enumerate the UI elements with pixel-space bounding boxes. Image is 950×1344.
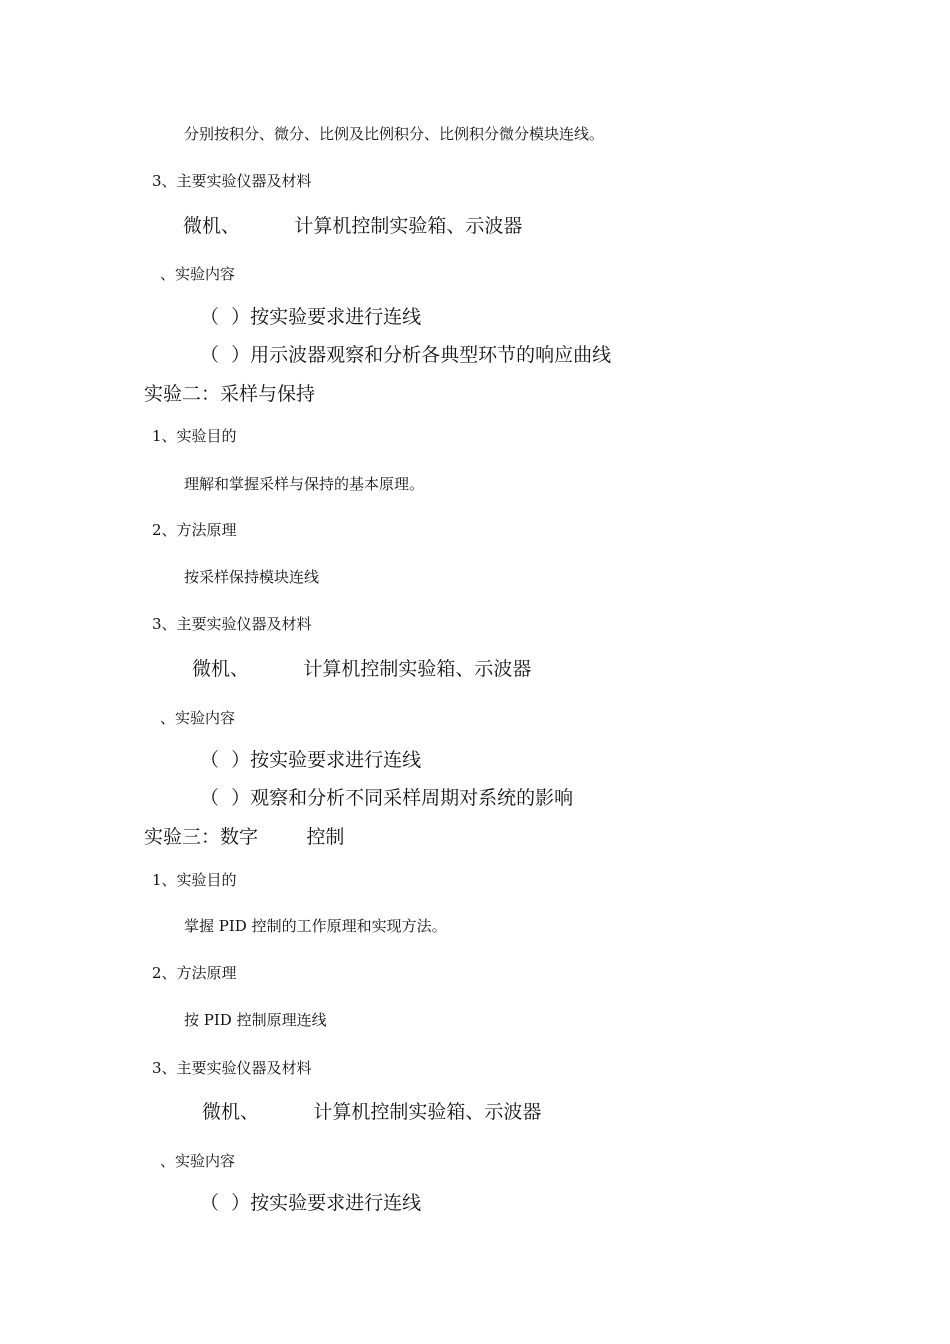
experiment-title: 实验三：数字 控制	[144, 826, 345, 848]
method-text: 按采样保持模块连线	[184, 568, 320, 586]
content-item: （ ）观察和分析不同采样周期对系统的影响	[200, 787, 574, 809]
equipment-text: 微机、 计算机控制实验箱、示波器	[202, 1101, 542, 1123]
section-heading-equipment: 3、主要实验仪器及材料	[152, 1059, 312, 1077]
content-item: （ ）用示波器观察和分析各典型环节的响应曲线	[200, 344, 612, 366]
method-principle-text: 分别按积分、微分、比例及比例积分、比例积分微分模块连线。	[184, 125, 605, 143]
purpose-text: 理解和掌握采样与保持的基本原理。	[184, 475, 425, 493]
method-text: 按 PID 控制原理连线	[184, 1011, 327, 1029]
content-item: （ ）按实验要求进行连线	[200, 749, 422, 771]
section-heading-equipment: 3、主要实验仪器及材料	[152, 615, 312, 633]
purpose-text: 掌握 PID 控制的工作原理和实现方法。	[184, 917, 447, 935]
equipment-text: 微机、 计算机控制实验箱、示波器	[192, 658, 532, 680]
section-heading-content: 、实验内容	[160, 709, 236, 727]
section-heading-equipment: 3、主要实验仪器及材料	[152, 172, 312, 190]
content-item: （ ）按实验要求进行连线	[200, 306, 422, 328]
section-heading-content: 、实验内容	[160, 265, 236, 283]
section-heading-method: 2、方法原理	[152, 964, 237, 982]
section-heading-purpose: 1、实验目的	[152, 871, 237, 889]
experiment-title: 实验二：采样与保持	[144, 383, 316, 405]
section-heading-content: 、实验内容	[160, 1152, 236, 1170]
section-heading-method: 2、方法原理	[152, 521, 237, 539]
equipment-text: 微机、 计算机控制实验箱、示波器	[183, 215, 523, 237]
content-item: （ ）按实验要求进行连线	[200, 1192, 422, 1214]
section-heading-purpose: 1、实验目的	[152, 427, 237, 445]
